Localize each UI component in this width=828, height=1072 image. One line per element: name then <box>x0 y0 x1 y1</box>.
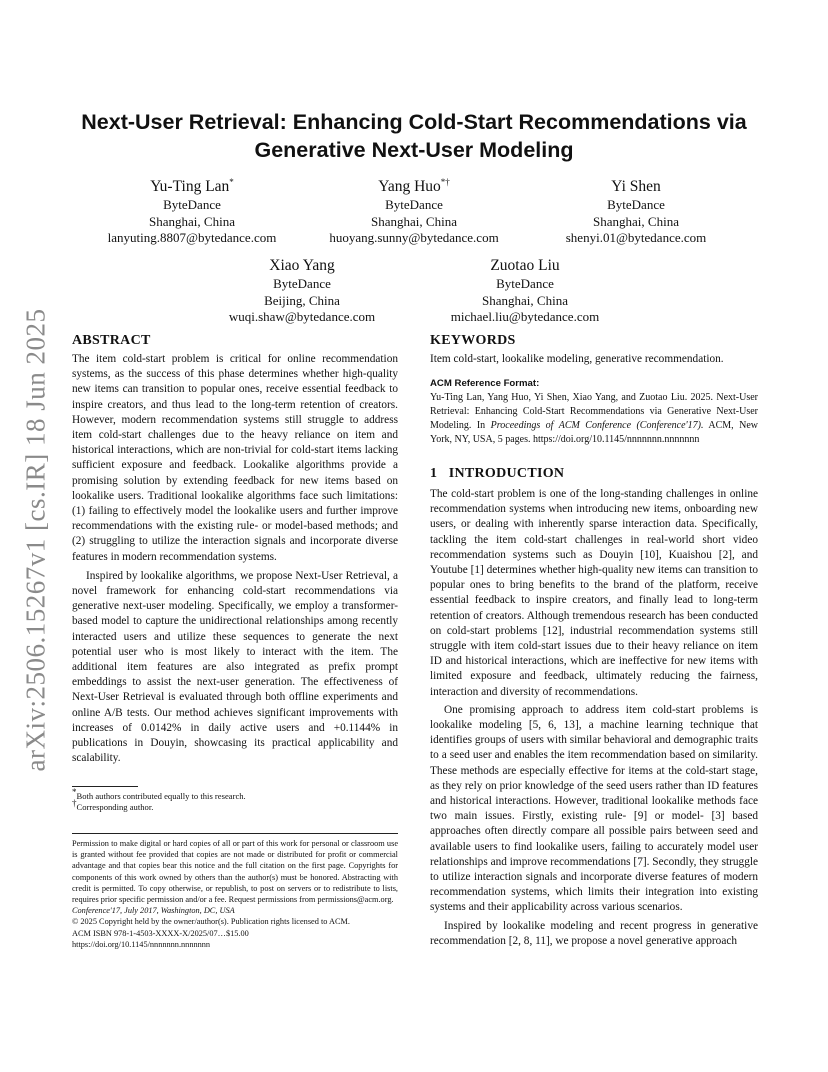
keywords-line: Item cold-start, lookalike modeling, generative recommendation. <box>430 353 724 365</box>
copyright-line: © 2025 Copyright held by the owner/author(s). Publication rights licensed to ACM. <box>72 917 350 927</box>
introduction-paragraph: The cold-start problem is one of the long-standing challenges in online recommendation systems when introducing new items, onboarding new users, or dealing with inherently sparse interaction data. Specifically, tackling the item cold-start challenges in real-world short video recommendation systems such as Douyin [10], Kuaishou [2], and Youtube [1] determines whether high-quality new items can transition to popular ones to bring benefits to the brand of the platform, receive essential feedback to inspire creators, and finally lead to long-term retention of creators. Although tremendous research has been conducted on cold-start problems [12], industrial recommendation systems still struggle with item cold-start issues due to their heavy reliance on item ID and historical interactions, which are ineffective for new items with limited exposure and feedback, ultimately reducing the fairness, interaction and diversity of recommendations. <box>430 488 758 698</box>
author-name: Yi Shen <box>611 178 661 195</box>
author-email: lanyuting.8807@bytedance.com <box>107 230 277 245</box>
abstract-heading: ABSTRACT <box>72 333 151 348</box>
conference-line: Conference'17, July 2017, Washington, DC, USA <box>72 906 235 916</box>
author-block <box>516 177 756 247</box>
reference-text: Yu-Ting Lan, Yang Huo, Yi Shen, Xiao Yang, and Zuotao Liu. 2025. Next-User Retrieval: Enhancing Cold-Start Recommendations via Generative Next-User Modeling. In <box>430 392 758 431</box>
author-location: Shanghai, China <box>482 292 568 308</box>
introduction-body <box>430 487 758 949</box>
author-email: wuqi.shaw@bytedance.com <box>228 309 376 324</box>
footnote-text: Both authors contributed equally to this research. <box>76 791 246 801</box>
author-affiliation: ByteDance <box>607 197 665 212</box>
author-block <box>294 177 534 247</box>
author-name: Yu-Ting Lan <box>150 178 230 195</box>
footnote-mark: † <box>72 798 77 809</box>
author-mark: *† <box>440 176 450 187</box>
author-mark: * <box>229 176 234 187</box>
abstract-paragraph: Inspired by lookalike algorithms, we propose Next-User Retrieval, a novel framework for enhancing cold-start recommendations via generative next-user modeling. Specifically, we employ a transformer-based model to capture the unidirectional relationships among recently interacted users and utilize these sequences to generate the next potential user who is most likely to interact with the item. The additional item features are also integrated as prefix prompt embeddings to assist the next-user generation. The effectiveness of Next-User Retrieval is evaluated through both offline experiments and online A/B tests. Our method achieves significant improvements with increases of 0.0142% in daily active users and +0.1144% in publications in Douyin, showcasing its practical applicability and scalability. <box>72 569 398 765</box>
author-affiliation: ByteDance <box>385 197 443 212</box>
author-block <box>182 256 422 326</box>
footnote-text: Corresponding author. <box>76 802 154 812</box>
author-affiliation: ByteDance <box>163 197 221 212</box>
author-email: michael.liu@bytedance.com <box>450 309 600 324</box>
author-location: Shanghai, China <box>149 213 235 229</box>
author-block <box>72 177 312 247</box>
author-block <box>405 256 645 326</box>
introduction-paragraph: One promising approach to address item cold-start problems is lookalike modeling [5, 6, 13], a machine learning technique that identifies groups of users with similar behavioral and demographic traits to a seed user and enables the item recommendation based on similarity. These methods are especially effective for items at the cold-start stage, as they rely on prior knowledge of the seed users rather than ID features and historical interactions. However, traditional lookalike methods face two main issues. Firstly, existing rule- [9] or model- [3] based approaches often directly compare all possible pairs between seed and available users to find lookalike users, failing to accurately model user relationships and improve recommendations [7]. Secondly, they struggle to utilize interaction signals and incorporate diverse features of modern recommendation systems, which limits their integration into existing systems and their applicability across various scenarios. <box>430 703 758 914</box>
footnote <box>72 798 154 813</box>
abstract-paragraph: The item cold-start problem is critical for online recommendation systems, as the success of this phase determines whether high-quality new items can transition to popular ones, receive essential feedback to inspire creators, and thus lead to the long-term retention of creators. However, modern recommendation systems still struggle to address item cold-start challenges due to the heavy reliance on item and historical interactions, which are non-trivial for cold-start items lacking sufficient exposure and feedback. Lookalike algorithms provide a promising solution by extending feedback for new items based on lookalike users. Traditional lookalike algorithms face such limitations: (1) failing to effectively model the lookalike users and further improve recommendations with the existing rule- or model-based methods; and (2) struggling to utilize the interaction signals and incorporate diverse features in modern recommendation systems. <box>72 353 398 563</box>
author-email: shenyi.01@bytedance.com <box>565 230 707 245</box>
introduction-paragraph: Inspired by lookalike modeling and recent progress in generative recommendation [2, 8, 11], we propose a novel generative approach <box>430 919 758 947</box>
doi-line: https://doi.org/10.1145/nnnnnnn.nnnnnnn <box>72 939 211 949</box>
arxiv-identifier-stamp: arXiv:2506.15267v1 [cs.IR] 18 Jun 2025 <box>20 308 51 772</box>
footnote-mark: * <box>72 787 77 798</box>
abstract-body <box>72 352 398 766</box>
keywords-text <box>430 352 758 367</box>
author-location: Shanghai, China <box>593 213 679 229</box>
author-name: Yang Huo <box>378 178 441 195</box>
author-affiliation: ByteDance <box>496 276 554 291</box>
keywords-heading: KEYWORDS <box>430 333 516 348</box>
author-email: huoyang.sunny@bytedance.com <box>329 230 499 245</box>
introduction-heading: 1 INTRODUCTION <box>430 466 565 481</box>
footnote <box>72 787 246 802</box>
author-location: Beijing, China <box>264 292 340 308</box>
paper-title: Next-User Retrieval: Enhancing Cold-Start Recommendations via Generative Next-User Modeling <box>81 110 747 162</box>
author-affiliation: ByteDance <box>273 276 331 291</box>
reference-venue: Proceedings of ACM Conference (Conference'17). <box>490 420 704 431</box>
author-name: Zuotao Liu <box>490 257 560 274</box>
acm-reference-format-label: ACM Reference Format: <box>430 378 540 389</box>
author-name: Xiao Yang <box>269 257 335 274</box>
author-location: Shanghai, China <box>371 213 457 229</box>
permission-rule <box>72 833 398 834</box>
reference-text-end: ACM, New York, NY, USA, 5 pages. https://doi.org/10.1145/nnnnnnn.nnnnnnn <box>430 420 758 445</box>
acm-reference-format-text <box>430 391 758 447</box>
permission-notice <box>72 838 398 950</box>
footnote-rule <box>72 786 138 787</box>
isbn-line: ACM ISBN 978-1-4503-XXXX-X/2025/07…$15.00 <box>72 928 249 938</box>
permission-text: Permission to make digital or hard copies of all or part of this work for personal or classroom use is granted without fee provided that copies are not made or distributed for profit or commercial advantage and that copies bear this notice and the full citation on the first page. Copyrights for components of this work owned by others than the author(s) must be honored. Abstracting with credit is permitted. To copy otherwise, or republish, to post on servers or to redistribute to lists, requires prior specific permission and/or a fee. Request permissions from permissions@acm.org. <box>72 839 398 905</box>
